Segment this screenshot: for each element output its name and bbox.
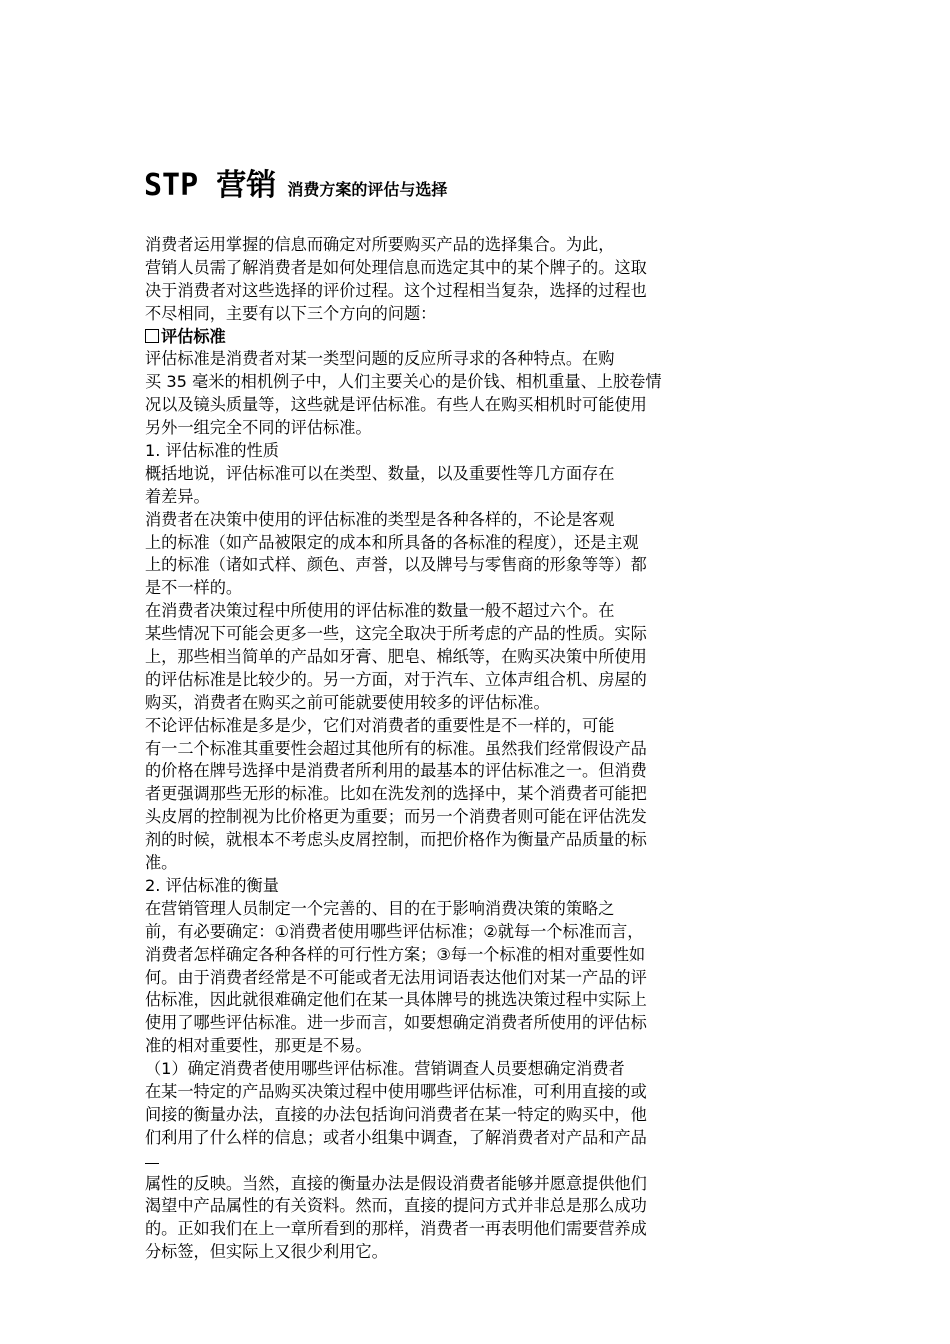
text-line: 1. 评估标准的性质 — [145, 441, 279, 461]
text-line: 消费者怎样确定各种各样的可行性方案；③每一个标准的相对重要性如 — [145, 944, 646, 964]
text-line: 2. 评估标准的衡量 — [145, 875, 279, 895]
text-line: 购买，消费者在购买之前可能就要使用较多的评估标准。 — [145, 692, 550, 712]
title-row — [144, 160, 447, 204]
body-text — [145, 234, 765, 1264]
text-line: 者更强调那些无形的标准。比如在洗发剂的选择中，某个消费者可能把 — [145, 784, 647, 804]
text-line: 属性的反映。当然，直接的衡量办法是假设消费者能够并愿意提供他们 — [145, 1173, 647, 1193]
document-subtitle: 消费方案的评估与选择 — [287, 180, 448, 199]
text-line: 决于消费者对这些选择的评价过程。这个过程相当复杂，选择的过程也 — [145, 280, 647, 300]
text-line: 不论评估标准是多是少，它们对消费者的重要性是不一样的，可能 — [145, 715, 615, 735]
text-line: 况以及镜头质量等，这些就是评估标准。有些人在购买相机时可能使用 — [145, 395, 647, 415]
text-line: （1）确定消费者使用哪些评估标准。营销调查人员要想确定消费者 — [145, 1059, 625, 1079]
text-line: 头皮屑的控制视为比价格更为重要；而另一个消费者则可能在评估洗发 — [145, 807, 647, 827]
text-line: 上的标准（如产品被限定的成本和所具备的各标准的程度），还是主观 — [145, 532, 639, 552]
text-line: 上的标准（诸如式样、颜色、声誉，以及牌号与零售商的形象等等）都 — [145, 555, 647, 575]
text-line: 前，有必要确定：①消费者使用哪些评估标准；②就每一个标准而言， — [145, 921, 644, 941]
footnote-rule-mark — [145, 1163, 159, 1164]
text-line: 某些情况下可能会更多一些，这完全取决于所考虑的产品的性质。实际 — [145, 624, 647, 644]
text-line: 使用了哪些评估标准。进一步而言，如要想确定消费者所使用的评估标 — [145, 1013, 647, 1033]
text-line: 在消费者决策过程中所使用的评估标准的数量一般不超过六个。在 — [145, 601, 615, 621]
text-line: 的。正如我们在上一章所看到的那样，消费者一再表明他们需要营养成 — [145, 1219, 647, 1239]
text-line: 营销人员需了解消费者是如何处理信息而选定其中的某个牌子的。这取 — [145, 257, 647, 277]
document-title: STP 营销 — [144, 168, 277, 203]
text-line: 消费者运用掌握的信息而确定对所要购买产品的选择集合。为此， — [145, 235, 615, 254]
section-heading-text: 评估标准 — [161, 326, 226, 346]
text-line: 在某一特定的产品购买决策过程中使用哪些评估标准，可利用直接的或 — [145, 1081, 647, 1101]
text-line: 概括地说，评估标准可以在类型、数量，以及重要性等几方面存在 — [145, 463, 615, 483]
text-line: 是不一样的。 — [145, 578, 243, 598]
text-line: 评估标准是消费者对某一类型问题的反应所寻求的各种特点。在购 — [145, 349, 615, 369]
section-heading — [145, 326, 765, 349]
text-line: 们利用了什么样的信息；或者小组集中调查，了解消费者对产品和产品 — [145, 1127, 647, 1147]
text-line: 间接的衡量办法，直接的办法包括询问消费者在某一特定的购买中，他 — [145, 1104, 647, 1124]
text-line: 估标准，因此就很难确定他们在某一具体牌号的挑选决策过程中实际上 — [145, 990, 647, 1010]
text-line: 准的相对重要性，那更是不易。 — [145, 1036, 372, 1056]
checkbox-square-icon — [145, 329, 159, 343]
text-line: 分标签，但实际上又很少利用它。 — [145, 1242, 388, 1262]
text-line: 着差异。 — [145, 486, 210, 506]
footnote-separator — [145, 1150, 765, 1173]
text-line: 渴望中产品属性的有关资料。然而，直接的提问方式并非总是那么成功 — [145, 1196, 647, 1216]
text-line: 有一二个标准其重要性会超过其他所有的标准。虽然我们经常假设产品 — [145, 738, 647, 758]
text-line: 上，那些相当简单的产品如牙膏、肥皂、棉纸等，在购买决策中所使用 — [145, 647, 647, 667]
text-line: 在营销管理人员制定一个完善的、目的在于影响消费决策的策略之 — [145, 898, 615, 918]
text-line: 消费者在决策中使用的评估标准的类型是各种各样的，不论是客观 — [145, 509, 615, 529]
text-line: 何。由于消费者经常是不可能或者无法用词语表达他们对某一产品的评 — [145, 967, 647, 987]
text-line: 的评估标准是比较少的。另一方面，对于汽车、立体声组合机、房屋的 — [145, 669, 647, 689]
text-line: 买 35 毫米的相机例子中，人们主要关心的是价钱、相机重量、上胶卷情 — [145, 372, 662, 392]
text-line: 的价格在牌号选择中是消费者所利用的最基本的评估标准之一。但消费 — [145, 761, 647, 781]
text-line: 另外一组完全不同的评估标准。 — [145, 418, 372, 438]
text-line: 准。 — [145, 853, 178, 873]
text-line: 不尽相同，主要有以下三个方向的问题： — [145, 303, 437, 323]
text-line: 剂的时候，就根本不考虑头皮屑控制，而把价格作为衡量产品质量的标 — [145, 830, 647, 850]
